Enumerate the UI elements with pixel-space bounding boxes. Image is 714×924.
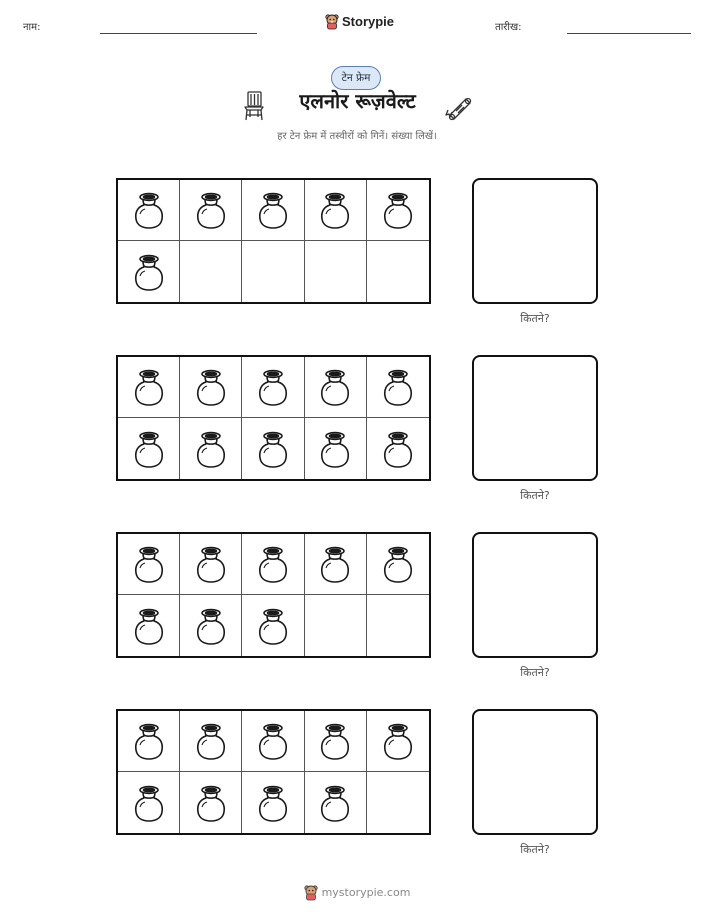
pot-icon [318, 190, 352, 230]
pot-icon [256, 606, 290, 646]
frame-cell [367, 241, 429, 302]
frame-cell [118, 595, 180, 656]
pot-icon [132, 252, 166, 292]
ten-frame-3 [116, 532, 431, 658]
frame-cell [242, 418, 304, 479]
frame-cell [367, 418, 429, 479]
answer-box-3[interactable] [472, 532, 598, 658]
pot-icon [132, 721, 166, 761]
frame-cell [242, 241, 304, 302]
frame-cell [242, 180, 304, 241]
frame-cell [367, 711, 429, 772]
frame-cell [118, 772, 180, 833]
pot-icon [132, 429, 166, 469]
instruction-text: हर टेन फ्रेम में तस्वीरों को गिनें। संख्या लिखें। [277, 131, 437, 142]
pot-icon [381, 429, 415, 469]
frame-cell [180, 241, 242, 302]
date-label: तारीख: [495, 22, 522, 33]
answer-label-4: कितने? [520, 843, 550, 856]
answer-label-3: कितने? [520, 666, 550, 679]
frame-cell [180, 534, 242, 595]
bear-mascot-icon [325, 13, 339, 30]
pot-icon [132, 544, 166, 584]
pot-icon [318, 367, 352, 407]
pot-icon [194, 783, 228, 823]
frame-cell [305, 534, 367, 595]
pot-icon [194, 367, 228, 407]
frame-cell [367, 357, 429, 418]
pot-icon [194, 544, 228, 584]
frame-cell [305, 418, 367, 479]
frame-cell [305, 711, 367, 772]
scroll-icon [444, 93, 474, 121]
frame-cell [367, 772, 429, 833]
worksheet-tag: टेन फ्रेम [331, 66, 381, 90]
ten-frame-4 [116, 709, 431, 835]
frame-cell [180, 711, 242, 772]
name-label: नाम: [23, 22, 41, 33]
pot-icon [256, 367, 290, 407]
answer-box-1[interactable] [472, 178, 598, 304]
frame-cell [118, 534, 180, 595]
brand-logo [325, 13, 394, 30]
frame-cell [118, 418, 180, 479]
pot-icon [256, 429, 290, 469]
pot-icon [318, 544, 352, 584]
frame-cell [180, 180, 242, 241]
frame-cell [180, 595, 242, 656]
frame-cell [118, 241, 180, 302]
frame-cell [242, 357, 304, 418]
pot-icon [318, 429, 352, 469]
frame-cell [242, 711, 304, 772]
pot-icon [132, 606, 166, 646]
footer [0, 884, 714, 901]
answer-box-4[interactable] [472, 709, 598, 835]
frame-cell [180, 772, 242, 833]
pot-icon [381, 190, 415, 230]
pot-icon [256, 721, 290, 761]
pot-icon [318, 783, 352, 823]
frame-cell [118, 711, 180, 772]
pot-icon [132, 783, 166, 823]
frame-cell [305, 357, 367, 418]
frame-cell [305, 595, 367, 656]
pot-icon [132, 190, 166, 230]
brand-name: Storypie [342, 14, 395, 29]
answer-box-2[interactable] [472, 355, 598, 481]
frame-cell [367, 180, 429, 241]
pot-icon [194, 606, 228, 646]
frame-cell [242, 772, 304, 833]
pot-icon [318, 721, 352, 761]
frame-cell [242, 595, 304, 656]
pot-icon [256, 190, 290, 230]
pot-icon [132, 367, 166, 407]
frame-cell [305, 180, 367, 241]
pot-icon [194, 190, 228, 230]
answer-label-2: कितने? [520, 489, 550, 502]
frame-cell [180, 357, 242, 418]
frame-cell [305, 772, 367, 833]
frame-cell [367, 595, 429, 656]
footer-url: mystorypie.com [321, 886, 411, 899]
pot-icon [194, 429, 228, 469]
pot-icon [256, 544, 290, 584]
frame-cell [118, 180, 180, 241]
chair-icon [241, 90, 267, 122]
ten-frame-2 [116, 355, 431, 481]
frame-cell [118, 357, 180, 418]
frame-cell [305, 241, 367, 302]
date-line[interactable] [567, 33, 691, 34]
name-line[interactable] [100, 33, 257, 34]
ten-frame-1 [116, 178, 431, 304]
pot-icon [381, 367, 415, 407]
frame-cell [367, 534, 429, 595]
pot-icon [381, 721, 415, 761]
worksheet-title: एलनोर रूज़वेल्ट [299, 89, 416, 113]
pot-icon [194, 721, 228, 761]
bear-mascot-icon [304, 884, 318, 901]
answer-label-1: कितने? [520, 312, 550, 325]
pot-icon [256, 783, 290, 823]
frame-cell [180, 418, 242, 479]
pot-icon [381, 544, 415, 584]
frame-cell [242, 534, 304, 595]
